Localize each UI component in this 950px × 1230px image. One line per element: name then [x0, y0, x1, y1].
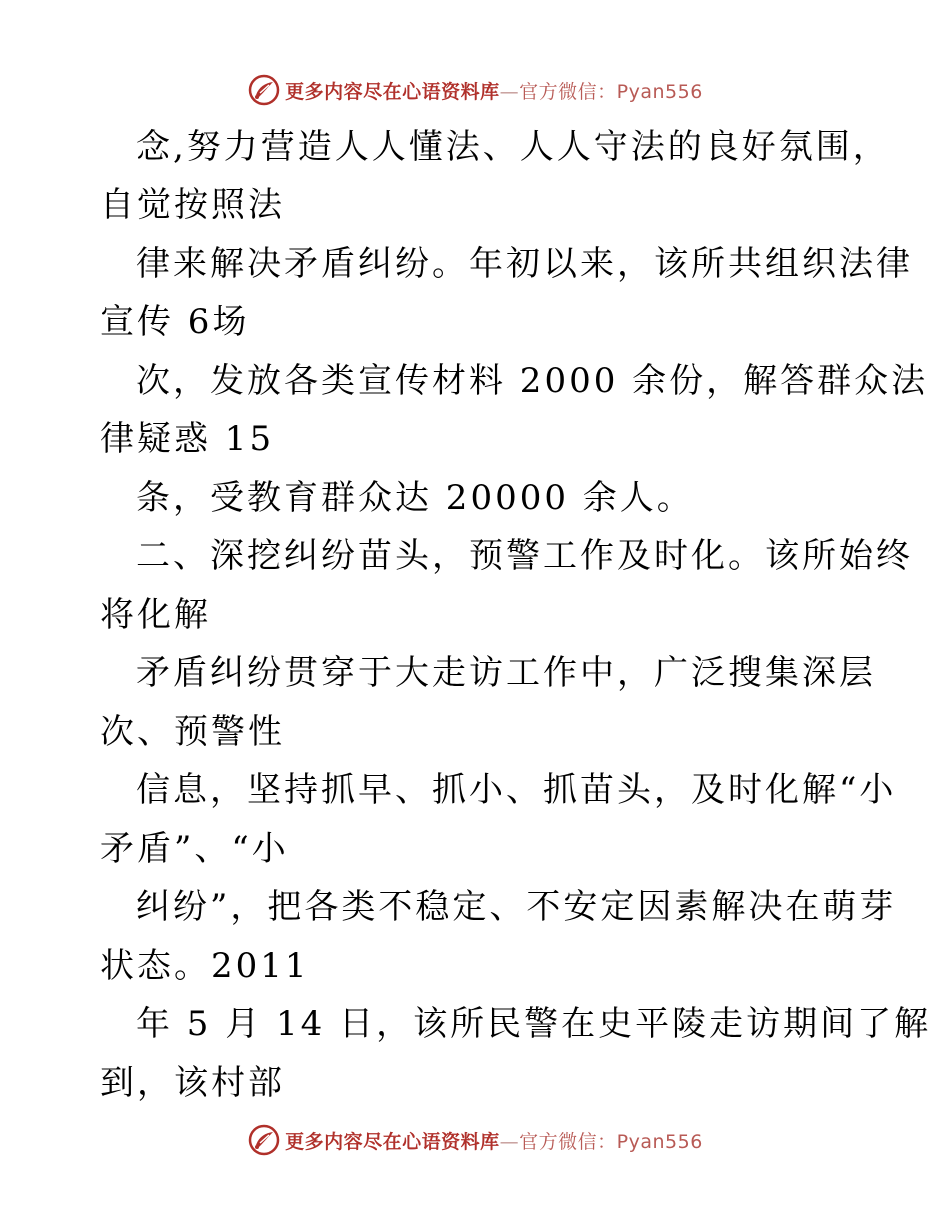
text-line: 矛盾纠纷贯穿于大走访工作中，广泛搜集深层: [136, 653, 876, 693]
library-logo-icon: [247, 73, 281, 107]
banner-contact: 官方微信：Pyan556: [519, 1130, 703, 1153]
text-line: 宣传 6场: [100, 302, 250, 342]
text-line: 年 5 月 14 日，该所民警在史平陵走访期间了解: [136, 1004, 932, 1044]
text-line: 矛盾”、“小: [100, 829, 289, 869]
banner-title: 更多内容尽在心语资料库: [285, 80, 500, 103]
text-line: 信息，坚持抓早、抓小、抓苗头，及时化解“小: [136, 770, 897, 810]
header-banner: [0, 70, 950, 110]
text-line: 二、深挖纠纷苗头，预警工作及时化。该所始终: [136, 536, 913, 576]
footer-banner: [0, 1120, 950, 1160]
banner-separator: —: [499, 1130, 520, 1153]
text-line: 自觉按照法: [100, 185, 285, 225]
banner-separator: —: [499, 80, 520, 103]
text-line: 到，该村部: [100, 1063, 285, 1103]
text-line: 状态。2011: [100, 946, 310, 986]
library-logo-icon: [247, 1123, 281, 1157]
text-line: 次、预警性: [100, 712, 285, 752]
banner-title: 更多内容尽在心语资料库: [285, 1130, 500, 1153]
text-line: 条，受教育群众达 20000 余人。: [136, 478, 694, 518]
text-line: 次，发放各类宣传材料 2000 余份，解答群众法: [136, 361, 929, 401]
text-line: 将化解: [100, 595, 211, 635]
text-line: 律疑惑 15: [100, 419, 275, 459]
banner-contact: 官方微信：Pyan556: [519, 80, 703, 103]
text-line: 纠纷”，把各类不稳定、不安定因素解决在萌芽: [136, 887, 897, 927]
text-line: 律来解决矛盾纠纷。年初以来，该所共组织法律: [136, 244, 913, 284]
text-line: 念,努力营造人人懂法、人人守法的良好氛围，: [136, 127, 890, 167]
